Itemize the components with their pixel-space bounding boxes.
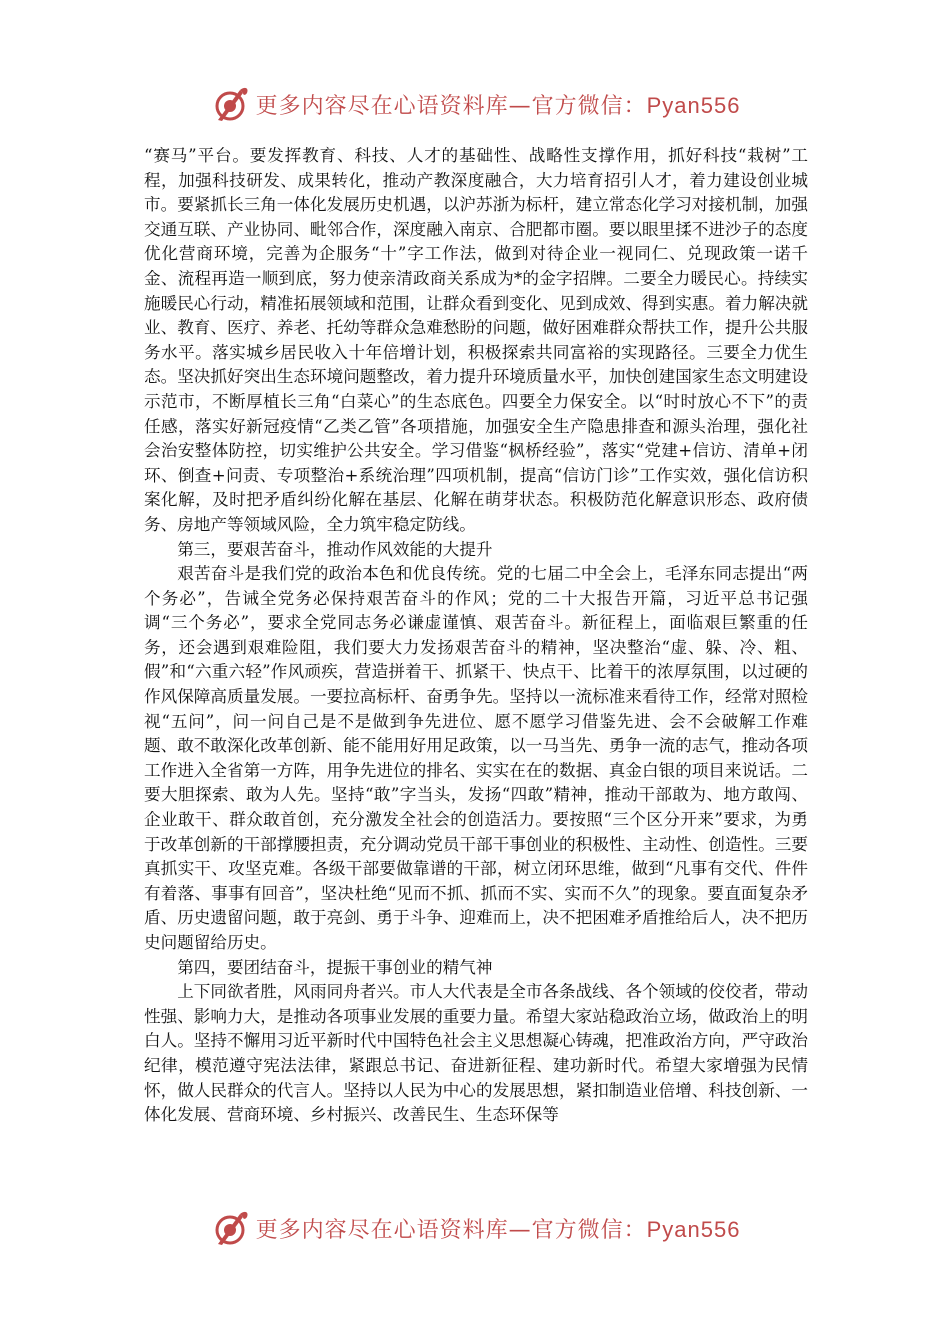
watermark-banner-top xyxy=(0,82,950,126)
watermark-text: 更多内容尽在心语资料库—官方微信：Pyan556 xyxy=(255,92,741,119)
document-body xyxy=(144,144,808,1128)
body-paragraph: 艰苦奋斗是我们党的政治本色和优良传统。党的七届二中全会上，毛泽东同志提出“两个务必”，告诫全党务必保持艰苦奋斗的作风；党的二十大报告开篇，习近平总书记强调“三个务必”，要求全党同志务必谦虚谨慎、艰苦奋斗。新征程上，面临艰巨繁重的任务，还会遇到艰难险阻，我们要大力发扬艰苦奋斗的精神，坚决整治“虚、躲、冷、粗、假”和“六重六轻”作风顽疾，营造拼着干、抓紧干、快点干、比着干的浓厚氛围，以过硬的作风保障高质量发展。一要拉高标杆、奋勇争先。坚持以一流标准来看待工作，经常对照检视“五问”，问一问自己是不是做到争先进位、愿不愿学习借鉴先进、会不会破解工作难题、敢不敢深化改革创新、能不能用好用足政策，以一马当先、勇争一流的志气，推动各项工作进入全省第一方阵，用争先进位的排名、实实在在的数据、真金白银的项目来说话。二要大胆探索、敢为人先。坚持“敢”字当头，发扬“四敢”精神，推动干部敢为、地方敢闯、企业敢干、群众敢首创，充分激发全社会的创造活力。要按照“三个区分开来”要求，为勇于改革创新的干部撑腰担责，充分调动党员干部干事创业的积极性、主动性、创造性。三要真抓实干、攻坚克难。各级干部要做靠谱的干部，树立闭环思维，做到“凡事有交代、件件有着落、事事有回音”，坚决杜绝“见而不抓、抓而不实、实而不久”的现象。要直面复杂矛盾、历史遗留问题，敢于亮剑、勇于斗争、迎难而上，决不把困难矛盾推给后人，决不把历史问题留给历史。 xyxy=(144,564,808,952)
body-paragraph: “赛马”平台。要发挥教育、科技、人才的基础性、战略性支撑作用，抓好科技“栽树”工程，加强科技研发、成果转化，推动产教深度融合，大力培育招引人才，着力建设创业城市。要紧抓长三角一体化发展历史机遇，以沪苏浙为标杆，建立常态化学习对接机制，加强交通互联、产业协同、毗邻合作，深度融入南京、合肥都市圈。要以眼里揉不进沙子的态度优化营商环境，完善为企服务“十”字工作法，做到对待企业一视同仁、兑现政策一诺千金、流程再造一顺到底，努力使亲清政商关系成为*的金字招牌。二要全力暖民心。持续实施暖民心行动，精准拓展领域和范围，让群众看到变化、见到成效、得到实惠。着力解决就业、教育、医疗、养老、托幼等群众急难愁盼的问题，做好困难群众帮扶工作，提升公共服务水平。落实城乡居民收入十年倍增计划，积极探索共同富裕的实现路径。三要全力优生态。坚决抓好突出生态环境问题整改，着力提升环境质量水平，加快创建国家生态文明建设示范市，不断厚植长三角“白菜心”的生态底色。四要全力保安全。以“时时放心不下”的责任感，落实好新冠疫情“乙类乙管”各项措施，加强安全生产隐患排查和源头治理，强化社会治安整体防控，切实维护公共安全。学习借鉴“枫桥经验”，落实“党建+信访、清单+闭环、倒查+问责、专项整治+系统治理”四项机制，提高“信访门诊”工作实效，强化信访积案化解，及时把矛盾纠纷化解在基层、化解在萌芽状态。积极防范化解意识形态、政府债务、房地产等领域风险，全力筑牢稳定防线。 xyxy=(144,146,808,534)
watermark-text: 更多内容尽在心语资料库—官方微信：Pyan556 xyxy=(255,1216,741,1243)
watermark-banner-bottom xyxy=(0,1206,950,1250)
quill-seal-icon xyxy=(210,84,250,124)
section-heading: 第三，要艰苦奋斗，推动作风效能的大提升 xyxy=(177,539,493,559)
section-heading: 第四，要团结奋斗，提振干事创业的精气神 xyxy=(177,957,493,977)
quill-seal-icon xyxy=(210,1208,250,1248)
body-paragraph: 上下同欲者胜，风雨同舟者兴。市人大代表是全市各条战线、各个领域的佼佼者，带动性强、影响力大，是推动各项事业发展的重要力量。希望大家站稳政治立场，做政治上的明白人。坚持不懈用习近平新时代中国特色社会主义思想凝心铸魂，把准政治方向，严守政治纪律，模范遵守宪法法律，紧跟总书记、奋进新征程、建功新时代。希望大家增强为民情怀，做人民群众的代言人。坚持以人民为中心的发展思想，紧扣制造业倍增、科技创新、一体化发展、营商环境、乡村振兴、改善民生、生态环保等 xyxy=(144,982,808,1125)
